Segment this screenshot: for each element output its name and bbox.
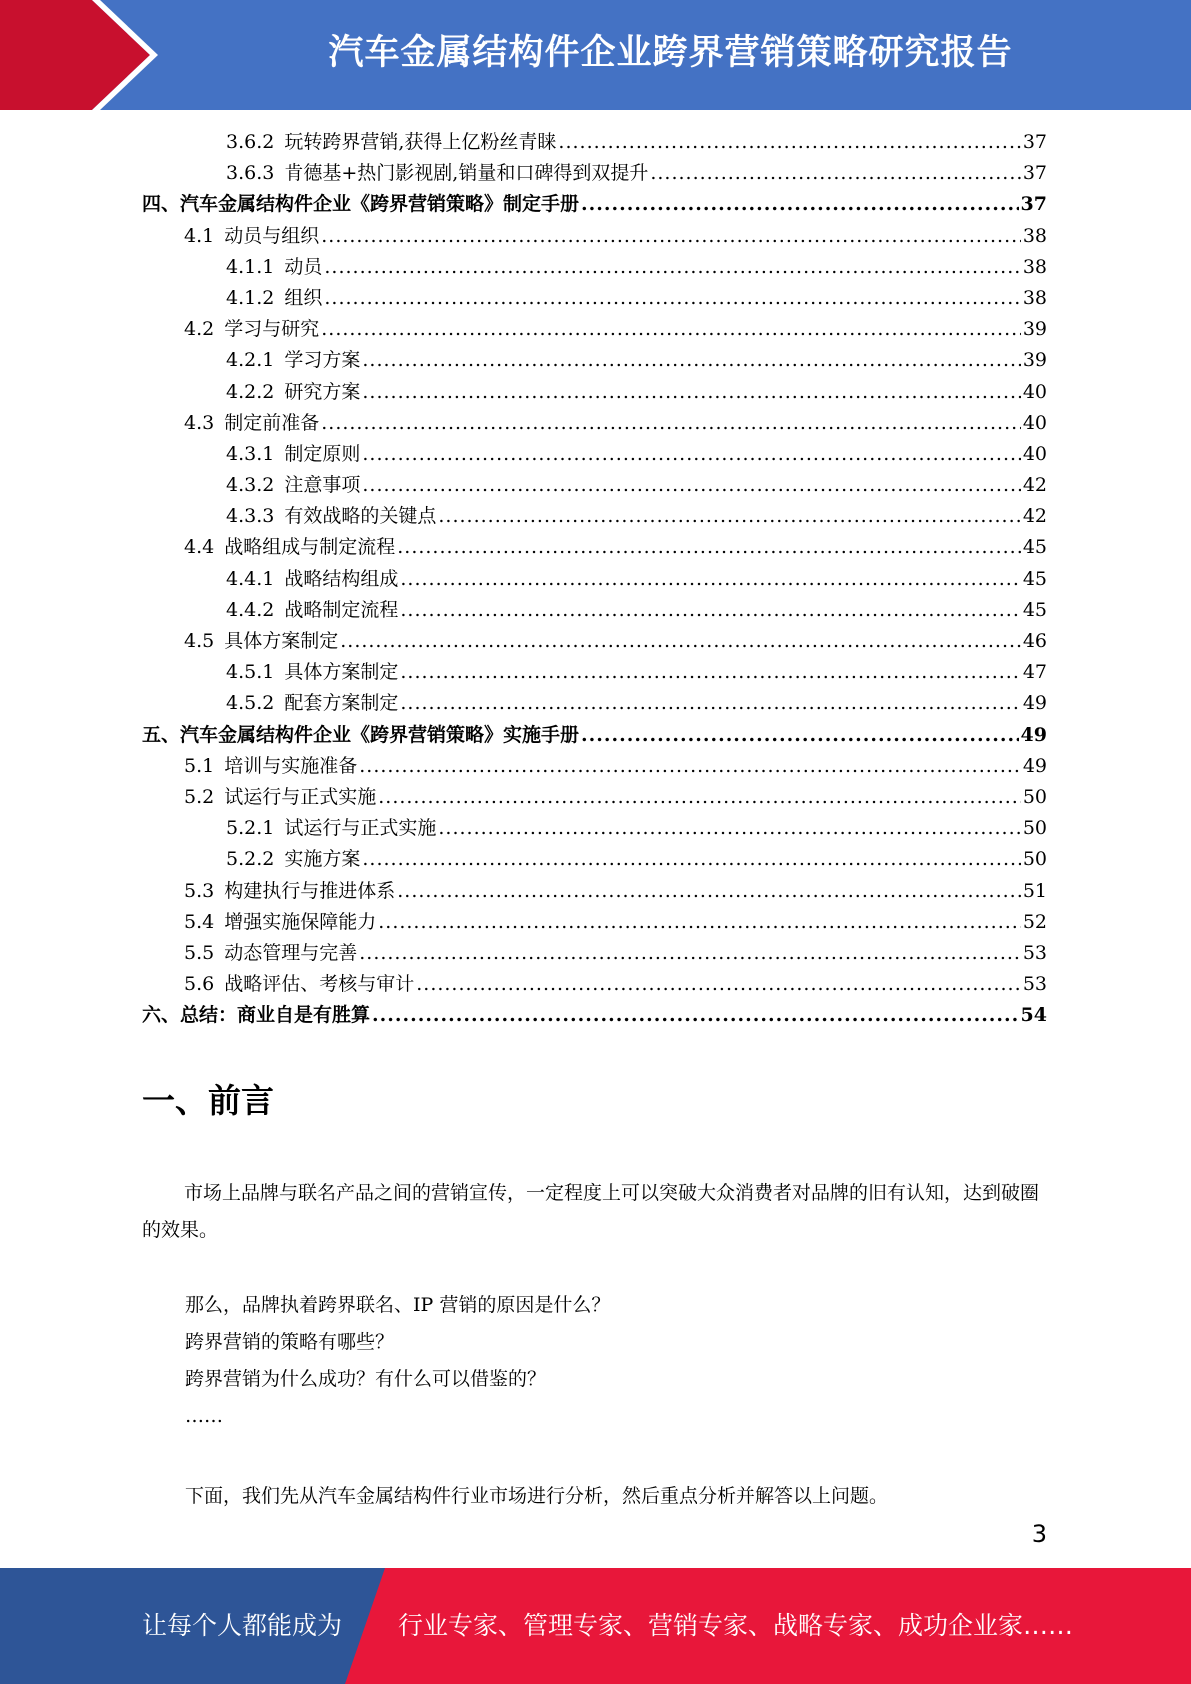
toc-dot-leader	[362, 345, 1020, 376]
toc-entry-page: 37	[1020, 193, 1047, 216]
toc-dot-leader	[581, 189, 1019, 220]
toc-dot-leader	[362, 377, 1020, 408]
toc-entry[interactable]	[142, 969, 1047, 1000]
toc-entry-page: 49	[1022, 692, 1047, 715]
toc-entry-title: 增强实施保障能力	[224, 910, 377, 933]
closing-paragraph: 下面，我们先从汽车金属结构件行业市场进行分析，然后重点分析并解答以上问题。	[185, 1485, 889, 1507]
toc-entry-number: 4.1.1	[226, 255, 275, 278]
toc-entry[interactable]	[142, 377, 1047, 408]
toc-entry[interactable]	[142, 283, 1047, 314]
toc-entry-title: 战略评估、考核与审计	[224, 973, 415, 996]
toc-entry-title: 注意事项	[284, 474, 361, 497]
toc-dot-leader	[397, 876, 1021, 907]
toc-entry-number: 5.3	[184, 879, 215, 902]
question-item: 跨界营销的策略有哪些？	[185, 1331, 395, 1353]
toc-entry-page: 40	[1022, 411, 1047, 434]
toc-entry-page: 51	[1022, 879, 1047, 902]
toc-entry-page: 50	[1022, 817, 1047, 840]
toc-entry[interactable]	[142, 844, 1047, 875]
toc-dot-leader	[340, 626, 1021, 657]
toc-dot-leader	[321, 408, 1021, 439]
toc-entry[interactable]	[142, 657, 1047, 688]
toc-entry-title: 动员	[284, 255, 323, 278]
toc-entry-page: 45	[1022, 598, 1047, 621]
toc-dot-leader	[359, 751, 1021, 782]
toc-entry-page: 42	[1022, 505, 1047, 528]
toc-dot-leader	[324, 252, 1020, 283]
question-item: 那么，品牌执着跨界联名、IP 营销的原因是什么？	[185, 1294, 611, 1316]
toc-dot-leader	[359, 938, 1021, 969]
toc-entry[interactable]	[142, 158, 1047, 189]
question-item: 跨界营销为什么成功？有什么可以借鉴的？	[185, 1368, 547, 1390]
toc-dot-leader	[362, 470, 1020, 501]
toc-dot-leader	[581, 720, 1019, 751]
toc-entry-page: 45	[1022, 567, 1047, 590]
toc-entry-title: 培训与实施准备	[224, 754, 358, 777]
toc-entry-number: 5.1	[184, 754, 215, 777]
toc-entry-title: 具体方案制定	[284, 661, 399, 684]
toc-entry-title: 玩转跨界营销,获得上亿粉丝青睐	[284, 131, 557, 153]
toc-entry[interactable]	[142, 221, 1047, 252]
toc-dot-leader	[372, 1000, 1019, 1031]
toc-entry-title: 四、汽车金属结构件企业《跨界营销策略》制定手册	[142, 193, 580, 216]
toc-dot-leader	[400, 564, 1020, 595]
toc-entry[interactable]	[142, 252, 1047, 283]
toc-entry-page: 38	[1022, 255, 1047, 278]
toc-dot-leader	[362, 844, 1020, 875]
toc-entry[interactable]	[142, 938, 1047, 969]
toc-dot-leader	[416, 969, 1021, 1000]
toc-entry-title: 学习与研究	[224, 318, 320, 341]
toc-entry-page: 40	[1022, 380, 1047, 403]
toc-dot-leader	[400, 595, 1020, 626]
toc-entry[interactable]	[142, 439, 1047, 470]
toc-entry-page: 40	[1022, 442, 1047, 465]
footer-slogan: 让每个人都能成为	[142, 1611, 343, 1640]
toc-entry[interactable]	[142, 1000, 1047, 1031]
toc-entry[interactable]	[142, 408, 1047, 439]
toc-entry[interactable]	[142, 907, 1047, 938]
toc-entry-page: 52	[1022, 910, 1047, 933]
header-arrow-decoration	[0, 0, 160, 110]
toc-entry-number: 4.2	[184, 318, 215, 341]
toc-entry-title: 制定原则	[284, 442, 361, 465]
toc-entry-title: 战略结构组成	[284, 567, 399, 590]
toc-entry-title: 组织	[284, 286, 323, 309]
toc-entry-page: 54	[1020, 1004, 1047, 1027]
footer-expert-list: 行业专家、管理专家、营销专家、战略专家、成功企业家……	[398, 1611, 1074, 1640]
toc-entry-number: 4.5	[184, 630, 215, 652]
toc-entry-number: 4.4.1	[226, 567, 275, 590]
toc-entry-page: 45	[1022, 536, 1047, 559]
toc-entry-page: 50	[1022, 848, 1047, 871]
toc-entry[interactable]	[142, 688, 1047, 719]
intro-paragraph: 市场上品牌与联名产品之间的营销宣传，一定程度上可以突破大众消费者对品牌的旧有认知，达到破圈的效果。	[142, 1182, 1040, 1241]
toc-entry[interactable]	[142, 501, 1047, 532]
toc-entry-title: 学习方案	[284, 349, 361, 372]
toc-entry-title: 六、总结：商业自是有胜算	[142, 1004, 371, 1027]
toc-entry-page: 37	[1022, 131, 1047, 153]
toc-entry-title: 战略制定流程	[284, 598, 399, 621]
toc-entry[interactable]	[142, 720, 1047, 751]
toc-dot-leader	[400, 688, 1020, 719]
toc-entry-title: 构建执行与推进体系	[224, 879, 396, 902]
toc-entry-number: 3.6.2	[226, 131, 275, 153]
toc-entry-number: 5.6	[184, 973, 215, 996]
toc-entry-number: 4.5.1	[226, 661, 275, 684]
toc-entry-page: 53	[1022, 941, 1047, 964]
toc-entry-page: 38	[1022, 224, 1047, 247]
toc-entry-number: 4.3	[184, 411, 215, 434]
toc-dot-leader	[438, 813, 1020, 844]
toc-entry-page: 49	[1022, 754, 1047, 777]
toc-dot-leader	[650, 158, 1020, 189]
toc-entry-title: 动态管理与完善	[224, 941, 358, 964]
toc-entry-number: 4.2.2	[226, 380, 275, 403]
toc-dot-leader	[558, 127, 1020, 158]
toc-entry-title: 战略组成与制定流程	[224, 536, 396, 559]
toc-entry-title: 动员与组织	[224, 224, 320, 247]
toc-entry[interactable]	[142, 345, 1047, 376]
toc-entry-number: 5.5	[184, 941, 215, 964]
toc-entry-title: 制定前准备	[224, 411, 320, 434]
toc-entry[interactable]	[142, 532, 1047, 563]
toc-entry-title: 研究方案	[284, 380, 361, 403]
toc-entry-title: 试运行与正式实施	[284, 817, 437, 840]
toc-entry-number: 4.2.1	[226, 349, 275, 372]
toc-entry-number: 5.2.1	[226, 817, 275, 840]
toc-entry-title: 实施方案	[284, 848, 361, 871]
toc-entry-page: 47	[1022, 661, 1047, 684]
toc-entry-page: 37	[1022, 162, 1047, 185]
toc-entry[interactable]	[142, 876, 1047, 907]
toc-dot-leader	[400, 657, 1020, 688]
toc-entry[interactable]	[142, 813, 1047, 844]
toc-dot-leader	[438, 501, 1020, 532]
toc-dot-leader	[378, 907, 1021, 938]
toc-entry-page: 49	[1020, 723, 1047, 746]
toc-entry-page: 38	[1022, 286, 1047, 309]
toc-entry-number: 4.4	[184, 536, 215, 559]
toc-entry-number: 4.1	[184, 224, 215, 247]
page-number: 3	[1031, 1520, 1047, 1548]
toc-entry-title: 五、汽车金属结构件企业《跨界营销策略》实施手册	[142, 723, 580, 746]
page-header	[0, 0, 1191, 110]
toc-entry[interactable]	[142, 782, 1047, 813]
toc-entry-page: 53	[1022, 973, 1047, 996]
toc-entry-page: 39	[1022, 349, 1047, 372]
page-footer	[0, 1568, 1191, 1684]
toc-entry[interactable]	[142, 470, 1047, 501]
toc-entry-number: 4.3.2	[226, 474, 275, 497]
toc-entry-number: 3.6.3	[226, 162, 275, 185]
toc-entry[interactable]	[142, 127, 1047, 158]
toc-entry-page: 46	[1022, 630, 1047, 652]
question-list	[185, 1287, 610, 1435]
toc-entry-number: 5.4	[184, 910, 215, 933]
toc-entry[interactable]	[142, 189, 1047, 220]
toc-entry[interactable]	[142, 564, 1047, 595]
toc-entry-title: 具体方案制定	[224, 630, 339, 652]
toc-entry-number: 4.1.2	[226, 286, 275, 309]
ellipsis-item: ……	[185, 1405, 223, 1427]
toc-entry-title: 有效战略的关键点	[284, 505, 437, 528]
toc-dot-leader	[321, 221, 1021, 252]
header-title: 汽车金属结构件企业跨界营销策略研究报告	[328, 33, 1013, 73]
toc-entry-page: 39	[1022, 318, 1047, 341]
toc-entry-number: 4.3.1	[226, 442, 275, 465]
toc-dot-leader	[397, 532, 1021, 563]
section-heading: 一、前言	[142, 1081, 274, 1120]
toc-entry-page: 42	[1022, 474, 1047, 497]
toc-entry[interactable]	[142, 626, 1047, 657]
toc-entry-number: 4.4.2	[226, 598, 275, 621]
toc-dot-leader	[321, 314, 1021, 345]
toc-entry[interactable]	[142, 751, 1047, 782]
toc-dot-leader	[324, 283, 1020, 314]
toc-entry-number: 4.5.2	[226, 692, 275, 715]
toc-entry-number: 4.3.3	[226, 505, 275, 528]
toc-entry-title: 配套方案制定	[284, 692, 399, 715]
toc-entry-number: 5.2	[184, 785, 215, 808]
toc-entry-title: 肯德基+热门影视剧,销量和口碑得到双提升	[284, 162, 649, 185]
toc-dot-leader	[362, 439, 1020, 470]
toc-entry-number: 5.2.2	[226, 848, 275, 871]
toc-entry-title: 试运行与正式实施	[224, 785, 377, 808]
toc-dot-leader	[378, 782, 1021, 813]
toc-entry-page: 50	[1022, 785, 1047, 808]
toc-entry[interactable]	[142, 595, 1047, 626]
toc-entry[interactable]	[142, 314, 1047, 345]
table-of-contents	[142, 127, 1047, 1031]
